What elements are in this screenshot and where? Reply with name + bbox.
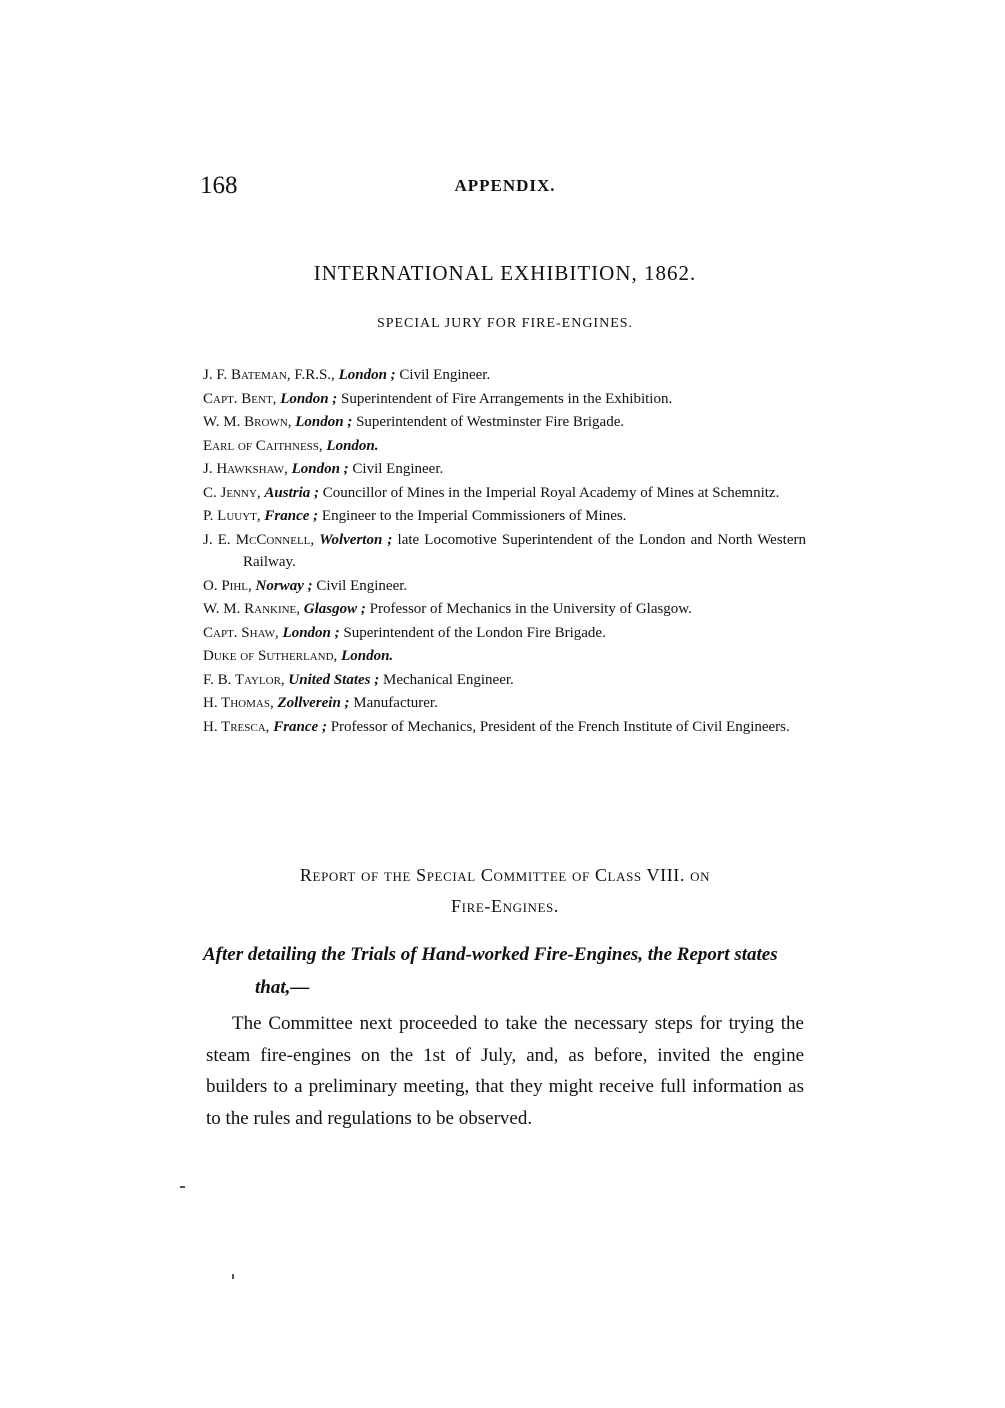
jury-member — [203, 716, 806, 739]
jury-member — [203, 435, 806, 458]
jury-member — [203, 505, 806, 528]
jury-member-place: France ; — [273, 718, 327, 735]
jury-member-name: J. F. Bateman, F.R.S., — [203, 367, 335, 383]
report-heading-line1: Report of the Special Committee of Class VIII. on — [299, 865, 711, 885]
report-heading — [200, 860, 810, 922]
report-intro: After detailing the Trials of Hand-worked Fire-Engines, the Report states that,— — [203, 944, 778, 998]
jury-member-role: Professor of Mechanics in the University of Glasgow. — [369, 601, 692, 617]
jury-member-name: W. M. Rankine, — [203, 601, 301, 617]
jury-member-name: H. Thomas, — [203, 695, 274, 711]
jury-member-place: London ; — [291, 461, 349, 477]
jury-member-role: Civil Engineer. — [399, 367, 491, 383]
jury-subtitle: SPECIAL JURY FOR FIRE-ENGINES. — [376, 316, 634, 331]
jury-member-role: Civil Engineer. — [316, 577, 408, 594]
page-number: 168 — [200, 172, 238, 199]
jury-member-role: Superintendent of the London Fire Brigade. — [343, 624, 606, 641]
jury-member-name: J. Hawkshaw, — [203, 461, 288, 477]
jury-member-role: Manufacturer. — [353, 695, 438, 711]
jury-member-name: W. M. Brown, — [203, 414, 292, 430]
jury-member — [203, 598, 806, 621]
jury-member-name: C. Jenny, — [203, 484, 261, 501]
jury-member — [203, 364, 806, 387]
jury-list — [203, 364, 806, 739]
jury-member-place: London. — [326, 437, 379, 454]
jury-member-role: Engineer to the Imperial Commissioners of Mines. — [321, 508, 627, 524]
jury-member-role: Councillor of Mines in the Imperial Royal Academy of Mines at Schemnitz. — [322, 484, 780, 501]
jury-member — [203, 529, 806, 574]
running-head: APPENDIX. — [454, 176, 556, 195]
jury-member-place: London ; — [295, 414, 353, 430]
jury-member-name: Capt. Shaw, — [203, 624, 279, 641]
jury-member-name: Earl of Caithness, — [203, 437, 323, 454]
jury-member-place: Norway ; — [255, 577, 313, 594]
report-heading-line2: Fire-Engines. — [451, 896, 559, 916]
jury-member-name: Capt. Bent, — [203, 390, 277, 407]
body-paragraph: The Committee next proceeded to take the necessary steps for trying the steam fire-engines on the 1st of July, and, as before, invited the engine builders to a preliminary meeting, that they might receive full information as to the rules and regulations to be observed. — [206, 1013, 804, 1129]
page-title: INTERNATIONAL EXHIBITION, 1862. — [313, 261, 697, 285]
jury-member-place: London ; — [338, 367, 396, 383]
jury-member-name: P. Luuyt, — [203, 508, 261, 524]
jury-member-place: London ; — [282, 624, 340, 641]
jury-member — [203, 669, 806, 692]
jury-member-place: London. — [341, 648, 394, 664]
jury-member-role: Professor of Mechanics, President of the French Institute of Civil Engineers. — [330, 718, 790, 735]
jury-member-name: Duke of Sutherland, — [203, 648, 338, 664]
jury-member — [203, 645, 806, 668]
jury-member — [203, 411, 806, 434]
jury-member-role: Mechanical Engineer. — [383, 671, 514, 688]
jury-member-name: J. E. McConnell, — [203, 531, 315, 548]
jury-member-role: late Locomotive Superintendent of the London and North Western Railway. — [243, 531, 806, 570]
jury-member-place: United States ; — [288, 671, 380, 688]
scan-speck — [232, 1274, 234, 1279]
jury-member — [203, 575, 806, 598]
jury-member-place: Zollverein ; — [277, 695, 350, 711]
jury-member — [203, 458, 806, 481]
jury-member — [203, 622, 806, 645]
jury-member — [203, 388, 806, 411]
jury-member-name: F. B. Taylor, — [203, 671, 285, 688]
jury-member-place: Austria ; — [264, 484, 320, 501]
jury-member-place: France ; — [264, 508, 319, 524]
jury-member-place: Glasgow ; — [303, 601, 366, 617]
jury-member — [203, 482, 806, 505]
scan-speck — [180, 1186, 185, 1188]
page-header — [200, 172, 810, 202]
jury-member-name: H. Tresca, — [203, 718, 270, 735]
jury-member-place: London ; — [280, 390, 338, 407]
jury-member-name: O. Pihl, — [203, 577, 252, 594]
jury-member-role: Superintendent of Fire Arrangements in the Exhibition. — [341, 390, 673, 407]
jury-member-place: Wolverton ; — [319, 531, 393, 548]
jury-member-role: Superintendent of Westminster Fire Brigade. — [356, 414, 625, 430]
jury-member-role: Civil Engineer. — [352, 461, 444, 477]
jury-member — [203, 692, 806, 715]
